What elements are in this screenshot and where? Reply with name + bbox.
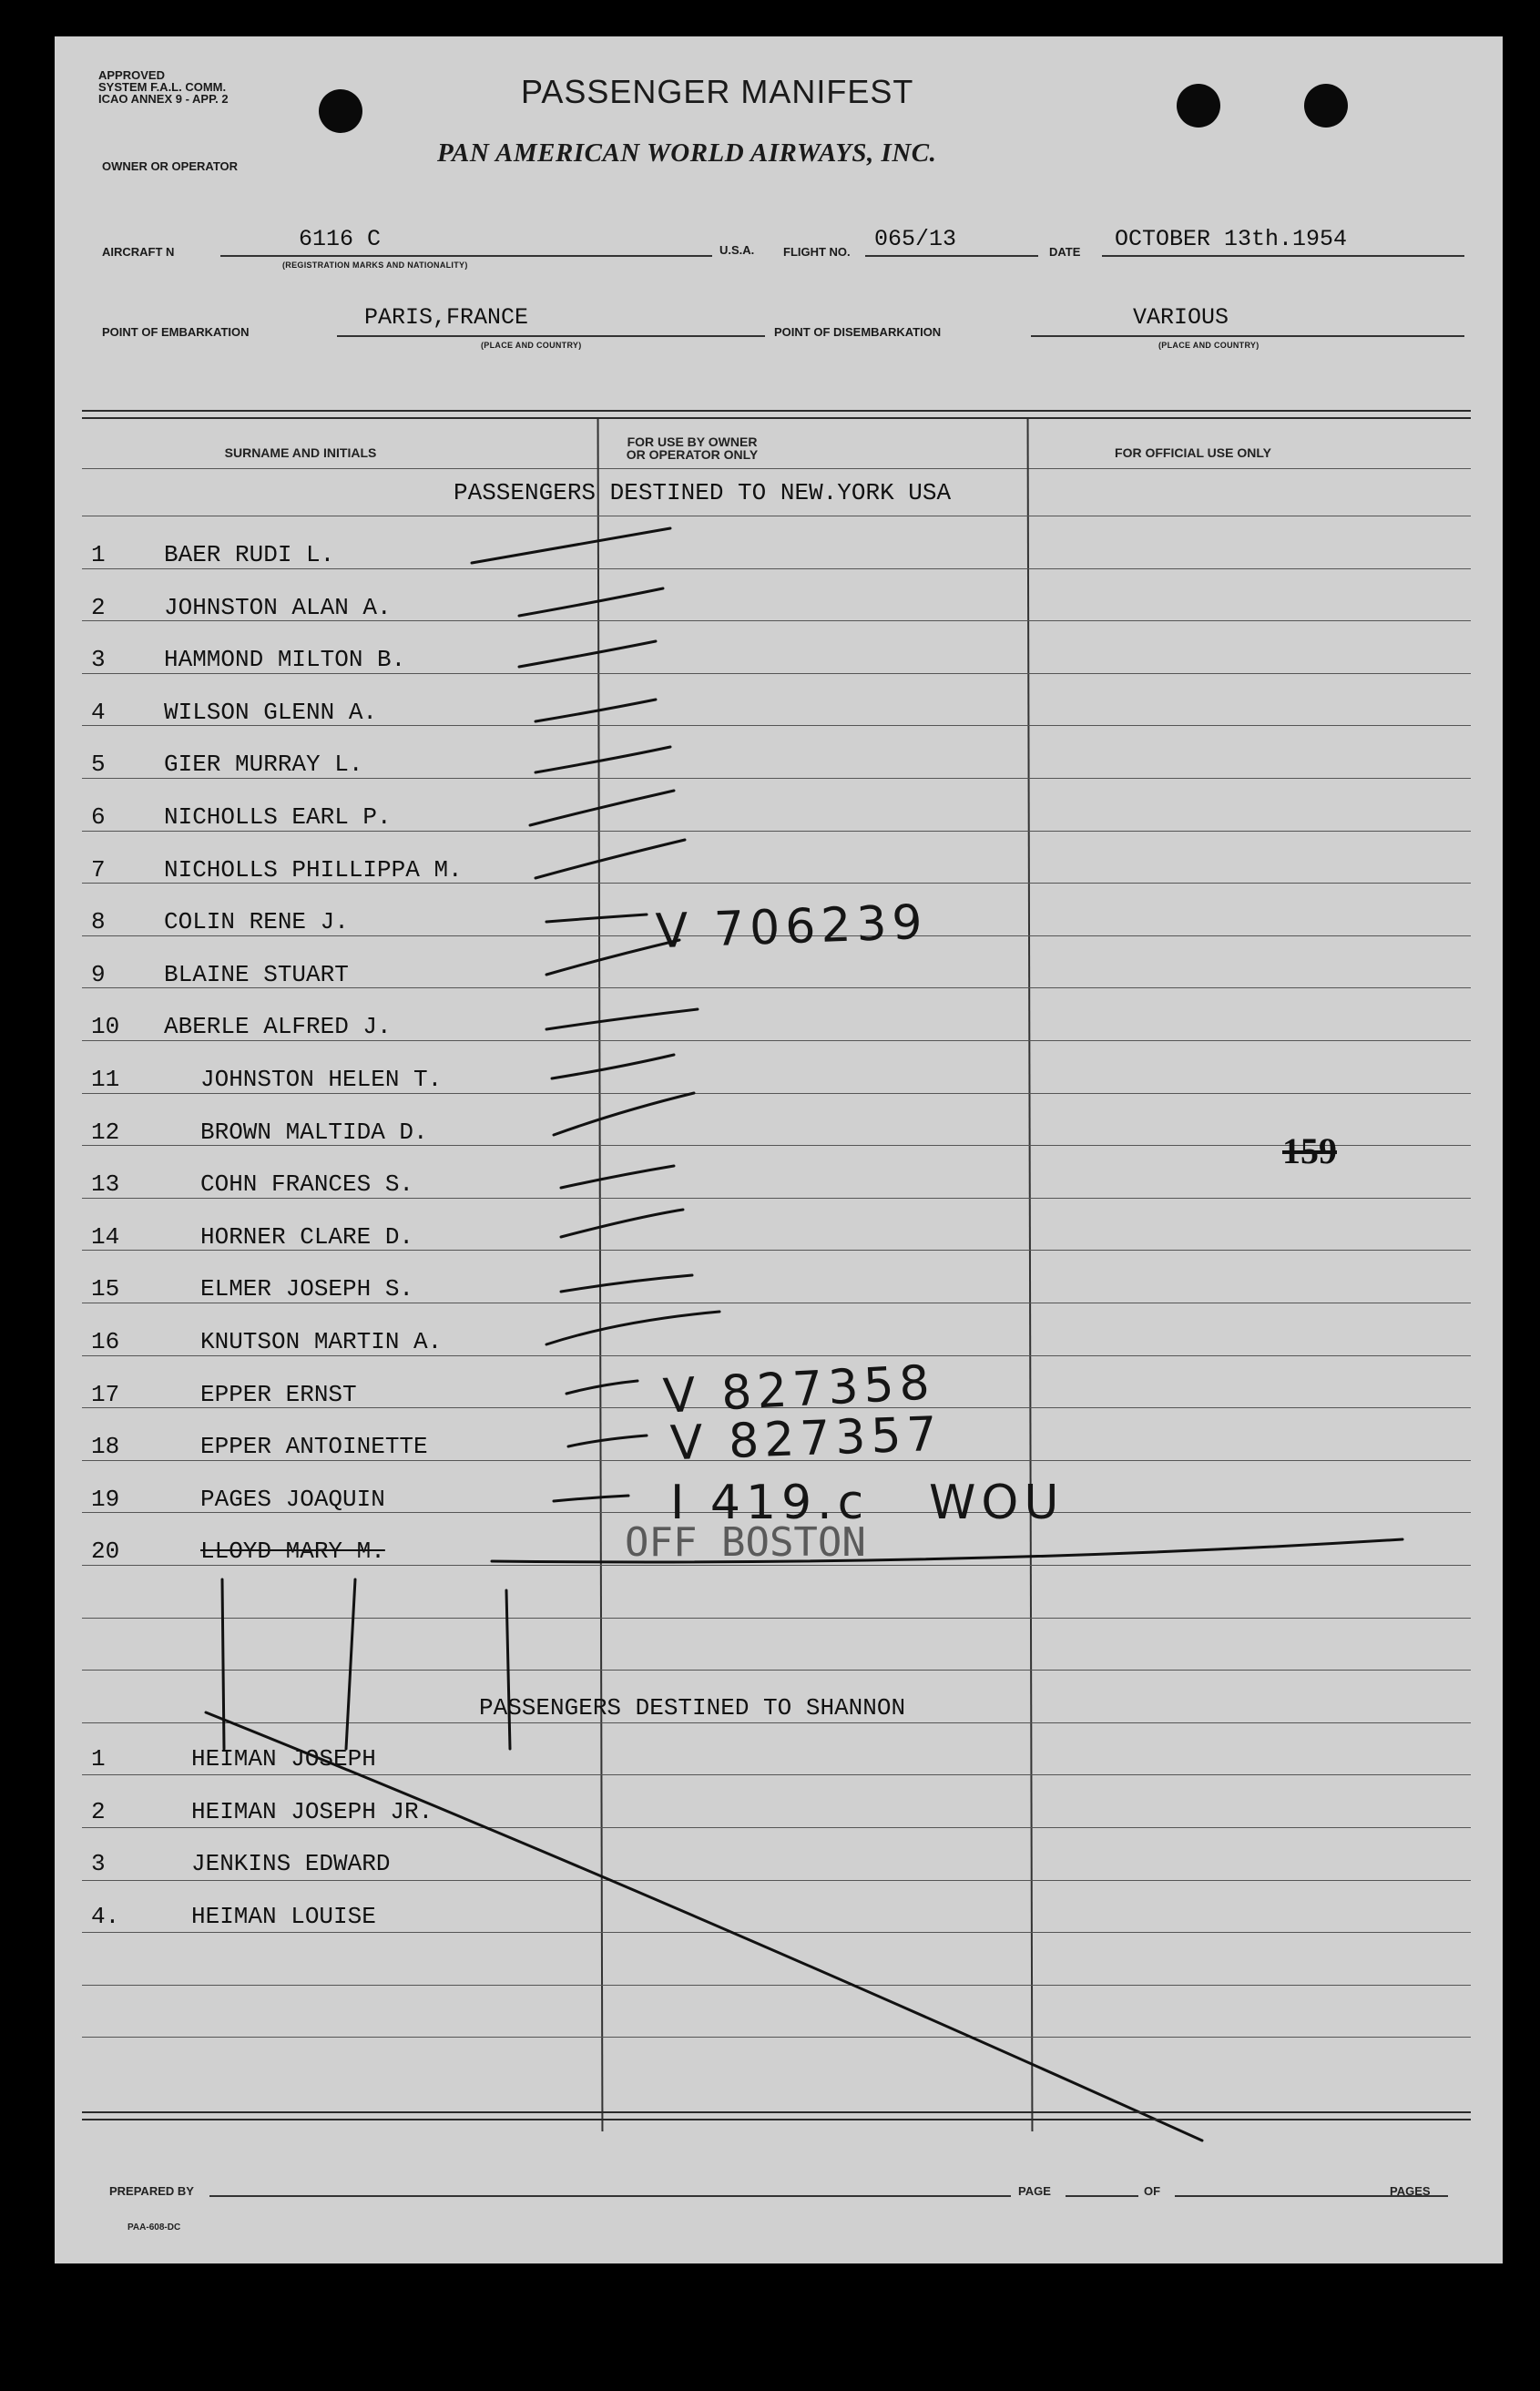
passenger-number: 3 [91, 646, 106, 673]
aircraft-label: AIRCRAFT N [102, 245, 175, 259]
passenger-number: 1 [91, 541, 106, 568]
passenger-number: 11 [91, 1066, 120, 1093]
disembark-value: VARIOUS [1133, 304, 1229, 331]
col-head-owner-use: FOR USE BY OWNER OR OPERATOR ONLY [626, 434, 759, 462]
passenger-name: BROWN MALTIDA D. [200, 1119, 428, 1146]
passenger-name: EPPER ERNST [200, 1381, 357, 1408]
manifest-page [55, 36, 1503, 2263]
aircraft-value: 6116 C [299, 226, 382, 252]
passenger-name: HEIMAN JOSEPH [191, 1745, 376, 1773]
embark-value: PARIS,FRANCE [364, 304, 529, 331]
passenger-name: JOHNSTON ALAN A. [164, 594, 392, 621]
table-bottom-rule-2 [82, 2119, 1471, 2120]
approval-line: APPROVED [98, 68, 165, 82]
passenger-number: 6 [91, 803, 106, 831]
visa-pages: I 419.c [670, 1476, 870, 1530]
table-bottom-rule [82, 2111, 1471, 2113]
page-label: PAGE [1018, 2184, 1051, 2198]
col-head-official-use: FOR OFFICIAL USE ONLY [1115, 445, 1271, 460]
pen-check-marks [55, 36, 1503, 2263]
owner-label: OWNER OR OPERATOR [102, 159, 239, 173]
date-value: OCTOBER 13th.1954 [1115, 226, 1348, 252]
passenger-name: EPPER ANTOINETTE [200, 1433, 428, 1460]
passenger-name: HEIMAN LOUISE [191, 1903, 376, 1930]
passenger-name: WILSON GLENN A. [164, 699, 378, 726]
passenger-number: 2 [91, 594, 106, 621]
passenger-number: 18 [91, 1433, 120, 1460]
approval-line: SYSTEM F.A.L. COMM. [98, 80, 227, 94]
passenger-name: COHN FRANCES S. [200, 1170, 414, 1198]
passenger-name: PAGES JOAQUIN [200, 1486, 385, 1513]
embark-label: POINT OF EMBARKATION [102, 325, 250, 339]
section-heading-new-york: PASSENGERS DESTINED TO NEW.YORK USA [454, 479, 952, 506]
passenger-name: KNUTSON MARTIN A. [200, 1328, 443, 1355]
date-label: DATE [1049, 245, 1081, 259]
visa-antoinette: V 827357 [669, 1406, 943, 1472]
manifest-title: PASSENGER MANIFEST [521, 73, 914, 110]
passenger-number: 19 [91, 1486, 120, 1513]
passenger-number: 4 [91, 699, 106, 726]
aircraft-sublabel: (REGISTRATION MARKS AND NATIONALITY) [282, 261, 468, 270]
disembark-label: POINT OF DISEMBARKATION [774, 325, 942, 339]
passenger-name: ELMER JOSEPH S. [200, 1275, 414, 1303]
official-number: 159 [1282, 1130, 1337, 1171]
passenger-name: ABERLE ALFRED J. [164, 1013, 392, 1040]
passenger-name: LLOYD MARY M. [200, 1538, 385, 1565]
passenger-name: GIER MURRAY L. [164, 751, 363, 778]
passenger-number: 15 [91, 1275, 120, 1303]
page-line [1066, 2195, 1138, 2197]
passenger-name: BLAINE STUART [164, 961, 349, 988]
passenger-name: NICHOLLS PHILLIPPA M. [164, 856, 463, 884]
passenger-number: 3 [91, 1850, 106, 1877]
flight-value: 065/13 [874, 226, 957, 252]
passenger-name: HORNER CLARE D. [200, 1223, 414, 1251]
passenger-number: 5 [91, 751, 106, 778]
operator-name: PAN AMERICAN WORLD AIRWAYS, INC. [437, 138, 937, 168]
passenger-number: 16 [91, 1328, 120, 1355]
stamp-off-boston: OFF BOSTON [625, 1519, 866, 1566]
form-number: PAA-608-DC [127, 2222, 181, 2233]
note-pages: WOU [929, 1476, 1065, 1530]
passenger-number: 9 [91, 961, 106, 988]
passenger-number: 2 [91, 1798, 106, 1825]
pages-label: PAGES [1390, 2184, 1431, 2198]
passenger-name: HAMMOND MILTON B. [164, 646, 406, 673]
passenger-number: 14 [91, 1223, 120, 1251]
visa-ernst: V 827358 [661, 1355, 936, 1425]
prepared-by-line [209, 2195, 1011, 2197]
embark-sublabel: (PLACE AND COUNTRY) [481, 341, 582, 350]
passenger-number: 4. [91, 1903, 120, 1930]
passenger-number: 12 [91, 1119, 120, 1146]
col-head-surname: SURNAME AND INITIALS [224, 445, 377, 460]
visa-colin: V 706239 [655, 894, 929, 960]
passenger-number: 13 [91, 1170, 120, 1198]
usa-label: U.S.A. [719, 243, 755, 257]
passenger-number: 7 [91, 856, 106, 884]
passenger-name: NICHOLLS EARL P. [164, 803, 392, 831]
passenger-name: BAER RUDI L. [164, 541, 335, 568]
approval-line: ICAO ANNEX 9 - APP. 2 [98, 92, 229, 106]
passenger-number: 1 [91, 1745, 106, 1773]
passenger-number: 20 [91, 1538, 120, 1565]
passenger-name: JOHNSTON HELEN T. [200, 1066, 443, 1093]
passenger-name: JENKINS EDWARD [191, 1850, 391, 1877]
disembark-sublabel: (PLACE AND COUNTRY) [1158, 341, 1260, 350]
flight-label: FLIGHT NO. [783, 245, 851, 259]
prepared-by-label: PREPARED BY [109, 2184, 194, 2198]
passenger-number: 10 [91, 1013, 120, 1040]
passenger-name: COLIN RENE J. [164, 908, 349, 935]
section-heading-shannon: PASSENGERS DESTINED TO SHANNON [479, 1694, 906, 1722]
passenger-name: HEIMAN JOSEPH JR. [191, 1798, 433, 1825]
passenger-number: 8 [91, 908, 106, 935]
of-label: OF [1144, 2184, 1161, 2198]
passenger-number: 17 [91, 1381, 120, 1408]
